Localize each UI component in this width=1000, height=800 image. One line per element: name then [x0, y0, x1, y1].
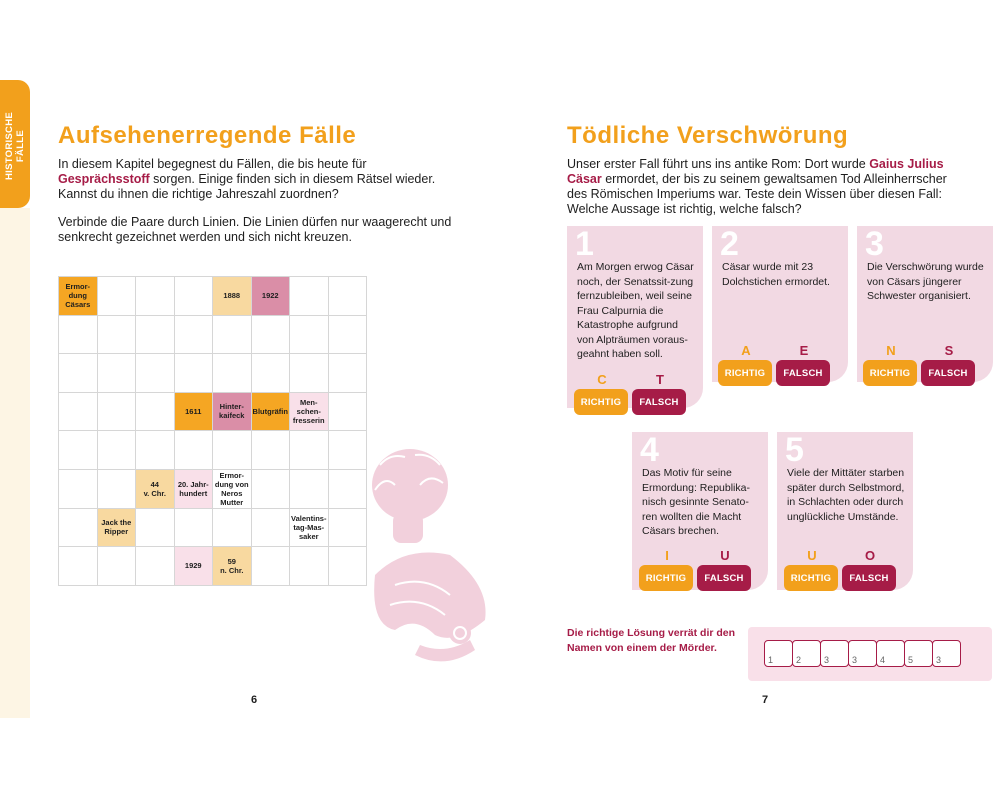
grid-cell[interactable] [97, 547, 136, 586]
grid-cell-label[interactable]: Jack the Ripper [97, 508, 136, 547]
grid-cell[interactable] [97, 469, 136, 508]
richtig-button[interactable]: RICHTIG [574, 389, 628, 415]
solution-letter-box[interactable] [932, 640, 961, 667]
grid-cell[interactable] [97, 315, 136, 354]
right-intro: Unser erster Fall führt uns ins antike Rom: Dort wurde Gaius Julius Cäsar ermordet, der bis zu seinem gewaltsamen Tod Alleinherrscher des Römischen Imperiums war. Teste dein Wissen über diesen Fall: Welche Aussage ist richtig, welche falsch? [567, 157, 947, 216]
grid-cell-label[interactable]: Valentins- tag-Mas- saker [290, 508, 329, 547]
solution-hint: Die richtige Lösung verrät dir den Namen von einem der Mörder. [567, 627, 736, 654]
grid-cell[interactable] [174, 354, 213, 393]
grid-cell[interactable] [290, 469, 329, 508]
solution-index: 4 [880, 655, 886, 665]
grid-cell[interactable] [174, 277, 213, 316]
grid-cell[interactable] [213, 508, 252, 547]
answer-letter-richtig: C [597, 372, 607, 387]
solution-index: 3 [852, 655, 858, 665]
caesar-statue-illustration [335, 445, 535, 675]
grid-cell[interactable] [174, 315, 213, 354]
grid-cell[interactable] [136, 277, 175, 316]
chapter-tab-label: HISTORISCHE FÄLLE [4, 111, 26, 181]
grid-cell[interactable] [136, 315, 175, 354]
card-number: 5 [785, 431, 804, 469]
grid-cell[interactable] [59, 547, 98, 586]
grid-row [59, 508, 367, 547]
question-card-2 [712, 226, 848, 382]
grid-cell[interactable] [251, 315, 290, 354]
answer-letter-richtig: A [741, 343, 751, 358]
solution-letter-box[interactable] [764, 640, 793, 667]
solution-letter-box[interactable] [820, 640, 849, 667]
grid-cell[interactable] [251, 469, 290, 508]
richtig-button[interactable]: RICHTIG [784, 565, 838, 591]
solution-letter-box[interactable] [792, 640, 821, 667]
card-number: 2 [720, 225, 739, 263]
solution-cells [764, 640, 960, 667]
right-page-title: Tödliche Verschwörung [567, 122, 849, 149]
card-statement: Am Morgen erwog Cäsar noch, der Senatssit-zung fernzubleiben, weil seine Frau Calpurnia die Katastrophe aufgrund von Alpträumen voraus-geahnt haben soll. [577, 261, 694, 360]
page-number-right: 7 [762, 694, 769, 706]
grid-cell-label[interactable]: 20. Jahr- hundert [174, 469, 213, 508]
left-page-title: Aufsehenerregende Fälle [58, 122, 357, 149]
grid-cell-label[interactable]: 1929 [174, 547, 213, 586]
grid-cell[interactable] [290, 277, 329, 316]
grid-cell[interactable] [251, 354, 290, 393]
falsch-button[interactable]: FALSCH [921, 360, 975, 386]
grid-cell-label[interactable]: 1888 [213, 277, 252, 316]
grid-row [59, 277, 367, 316]
answer-letter-richtig: U [807, 548, 817, 563]
grid-cell-label[interactable]: Ermor- dung von Neros Mutter [213, 469, 252, 508]
answer-letter-falsch: O [864, 548, 876, 563]
answer-letter-falsch: U [720, 548, 730, 563]
answer-letter-falsch: E [799, 343, 809, 358]
grid-cell[interactable] [59, 508, 98, 547]
falsch-button[interactable]: FALSCH [632, 389, 686, 415]
grid-cell-label[interactable]: Men- schen- fresserin [290, 392, 329, 431]
card-number: 1 [575, 225, 594, 263]
answer-letter-falsch: T [656, 372, 664, 387]
card-statement: Viele der Mittäter starben später durch Selbstmord, in Schlachten oder durch unglückliche Umstände. [787, 467, 905, 523]
grid-cell[interactable] [59, 431, 98, 470]
grid-cell[interactable] [136, 431, 175, 470]
grid-row [59, 469, 367, 508]
card-number: 3 [865, 225, 884, 263]
grid-cell[interactable] [97, 431, 136, 470]
answer-letter-richtig: N [886, 343, 896, 358]
grid-cell[interactable] [97, 354, 136, 393]
grid-cell-label[interactable]: Blutgräfin [251, 392, 290, 431]
side-strip [0, 208, 30, 718]
solution-index: 3 [936, 655, 942, 665]
answer-letter-richtig: I [665, 548, 669, 563]
grid-row [59, 431, 367, 470]
falsch-button[interactable]: FALSCH [697, 565, 751, 591]
grid-cell[interactable] [136, 508, 175, 547]
grid-cell[interactable] [251, 547, 290, 586]
card-statement: Cäsar wurde mit 23 Dolchstichen ermordet. [722, 261, 830, 288]
grid-cell[interactable] [328, 315, 367, 354]
grid-cell[interactable] [136, 547, 175, 586]
chapter-tab [0, 80, 30, 208]
solution-index: 1 [768, 655, 774, 665]
grid-row [59, 547, 367, 586]
grid-row [59, 354, 367, 393]
grid-cell[interactable] [290, 547, 329, 586]
solution-letter-box[interactable] [848, 640, 877, 667]
richtig-button[interactable]: RICHTIG [863, 360, 917, 386]
grid-cell[interactable] [328, 354, 367, 393]
grid-cell[interactable] [290, 431, 329, 470]
grid-cell-label[interactable]: 1611 [174, 392, 213, 431]
grid-cell[interactable] [174, 508, 213, 547]
grid-row [59, 392, 367, 431]
grid-cell[interactable] [59, 469, 98, 508]
richtig-button[interactable]: RICHTIG [639, 565, 693, 591]
question-card-3 [857, 226, 993, 382]
grid-cell-label[interactable]: 59 n. Chr. [213, 547, 252, 586]
puzzle-grid[interactable] [58, 276, 367, 586]
grid-cell[interactable] [136, 392, 175, 431]
grid-cell[interactable] [213, 315, 252, 354]
grid-cell-label[interactable]: 44 v. Chr. [136, 469, 175, 508]
grid-cell[interactable] [174, 431, 213, 470]
grid-cell[interactable] [97, 392, 136, 431]
grid-cell[interactable] [290, 315, 329, 354]
falsch-button[interactable]: FALSCH [776, 360, 830, 386]
left-intro: In diesem Kapitel begegnest du Fällen, die bis heute für Gesprächsstoff sorgen. Einige finden sich in diesem Rätsel wieder. Kannst du ihnen die richtige Jahreszahl zuordnen? [58, 157, 436, 201]
falsch-button[interactable]: FALSCH [842, 565, 896, 591]
left-instructions: Verbinde die Paare durch Linien. Die Linien dürfen nur waagerecht und senkrecht gezeichnet werden und sich nicht kreuzen. [58, 215, 452, 244]
page-number-left: 6 [251, 694, 258, 706]
solution-letter-box[interactable] [904, 640, 933, 667]
grid-cell-label[interactable]: Hinter- kaifeck [213, 392, 252, 431]
solution-index: 2 [796, 655, 802, 665]
grid-cell[interactable] [251, 431, 290, 470]
richtig-button[interactable]: RICHTIG [718, 360, 772, 386]
answer-letter-falsch: S [944, 343, 954, 358]
grid-cell[interactable] [328, 392, 367, 431]
grid-cell[interactable] [290, 354, 329, 393]
grid-cell-label[interactable]: Ermor- dung Cäsars [59, 277, 98, 316]
card-statement: Das Motiv für seine Ermordung: Republika-nisch gesinnte Senato-ren wollten die Macht Cäsars brechen. [642, 467, 750, 537]
grid-cell[interactable] [251, 508, 290, 547]
card-number: 4 [640, 431, 659, 469]
grid-cell[interactable] [59, 392, 98, 431]
grid-cell[interactable] [136, 354, 175, 393]
grid-row [59, 315, 367, 354]
card-statement: Die Verschwörung wurde von Cäsars jüngerer Schwester organisiert. [867, 261, 984, 302]
solution-letter-box[interactable] [876, 640, 905, 667]
grid-cell[interactable] [59, 354, 98, 393]
grid-cell[interactable] [213, 431, 252, 470]
grid-cell[interactable] [59, 315, 98, 354]
solution-index: 5 [908, 655, 914, 665]
grid-cell-label[interactable]: 1922 [251, 277, 290, 316]
grid-cell[interactable] [213, 354, 252, 393]
grid-cell[interactable] [97, 277, 136, 316]
solution-index: 3 [824, 655, 830, 665]
grid-cell[interactable] [328, 277, 367, 316]
